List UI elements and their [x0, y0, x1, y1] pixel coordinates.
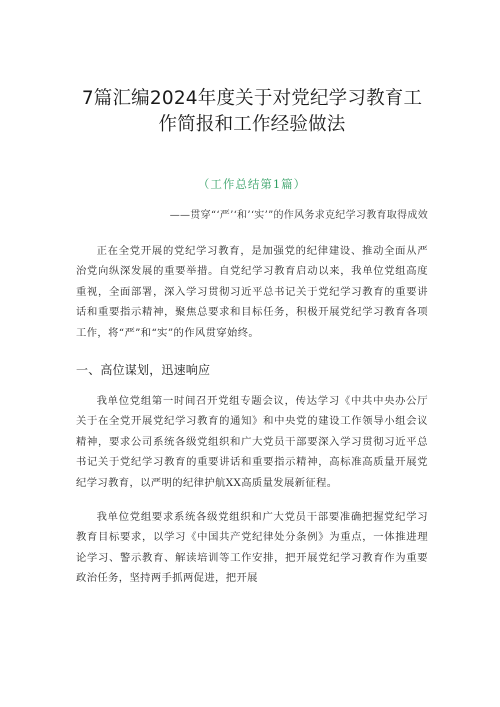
- paragraph-2: 我单位党组第一时间召开党组专题会议，传达学习《中共中央办公厅关于在全党开展党纪学习教育的通知》和中央党的建设工作领导小组会议精神，要求公司系统各级党组织和广大党员干部要深入学习贯彻习近平总书记关于党纪学习教育的重要讲话和重要指示精神，高标准高质量开展党纪学习教育，以严明的纪律护航XX高质量发展新征程。: [76, 395, 428, 489]
- document-title-line-1: 7篇汇编2024年度关于对党纪学习教育工: [81, 88, 423, 109]
- paragraph-3: 我单位党组要求系统各级党组织和广大党员干部要准确把握党纪学习教育目标要求，以学习《中国共产党纪律处分条例》为重点，一体推进理论学习、警示教育、解读培训等工作安排，把开展党纪学习教育作为重要政治任务，坚持两手抓两促进，把开展: [76, 511, 428, 585]
- paragraph-intro: 正在全党开展的党纪学习教育，是加强党的纪律建设、推动全面从严治党向纵深发展的重要举措。自党纪学习教育启动以来，我单位党组高度重视，全面部署，深入学习贯彻习近平总书记关于党纪学习教育的重要讲话和重要指示精神，聚焦总要求和目标任务，积极开展党纪学习教育各项工作，将“严”和“实”的作风贯穿始终。: [76, 245, 428, 339]
- document-title-line-2: 作简报和工作经验做法: [158, 114, 346, 135]
- document-subtitle: ——贯穿“‘严’‘和’‘实’”的作风务求克纪学习教育取得成效: [169, 210, 428, 221]
- section-heading-1: 一、高位谋划，迅速响应: [76, 363, 211, 378]
- document-title: [76, 86, 428, 138]
- section-label: （工作总结第1篇）: [197, 177, 307, 191]
